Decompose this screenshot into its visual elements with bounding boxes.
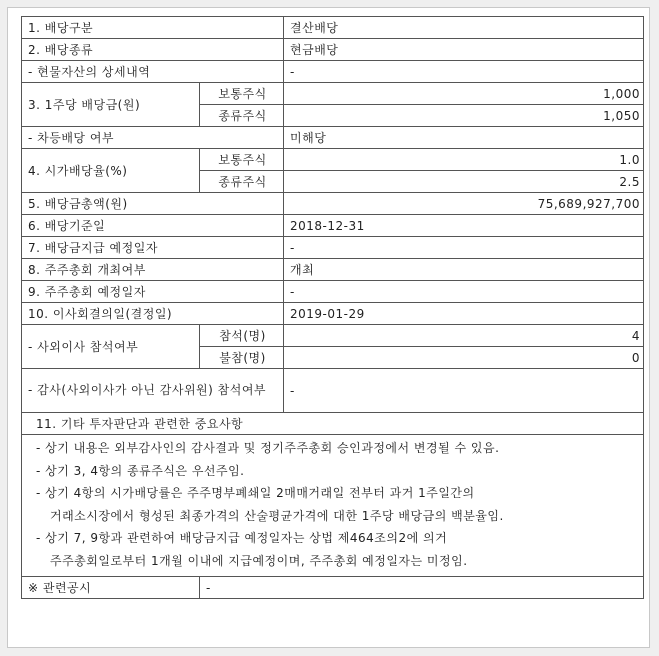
dividend-disclosure-table: [21, 16, 644, 599]
note-line: - 상기 4항의 시가배당률은 주주명부폐쇄일 2매매거래일 전부터 과거 1주일간의: [36, 486, 475, 500]
row-label: 8. 주주총회 개최여부: [22, 259, 284, 281]
note-line: 거래소시장에서 형성된 최종가격의 산술평균가격에 대한 1주당 배당금의 백분율임.: [50, 508, 504, 523]
row-label: 10. 이사회결의일(결정일): [22, 303, 284, 325]
row-value: 75,689,927,700: [284, 193, 644, 215]
sub-label: 종류주식: [200, 105, 284, 127]
row-label: 1. 배당구분: [22, 17, 284, 39]
row-value: 미해당: [284, 127, 644, 149]
document-frame: [7, 7, 650, 648]
row-label: - 차등배당 여부: [22, 127, 284, 149]
row-value: 1.0: [284, 149, 644, 171]
note-line: - 상기 3, 4항의 종류주식은 우선주임.: [36, 463, 245, 478]
row-label: ※ 관련공시: [22, 577, 200, 599]
row-value: -: [200, 577, 644, 599]
row-value: 2018-12-31: [284, 215, 644, 237]
row-label: 4. 시가배당율(%): [22, 149, 200, 193]
row-label: - 현물자산의 상세내역: [22, 61, 284, 83]
notes-cell: [22, 435, 644, 577]
row-value: 1,050: [284, 105, 644, 127]
row-value: 결산배당: [284, 17, 644, 39]
row-in-kind-details: [22, 61, 644, 83]
row-payment-date: [22, 237, 644, 259]
row-board-resolution-date: [22, 303, 644, 325]
row-total-dividend: [22, 193, 644, 215]
row-record-date: [22, 215, 644, 237]
row-value: 현금배당: [284, 39, 644, 61]
row-label: - 사외이사 참석여부: [22, 325, 200, 369]
row-related-disclosure: [22, 577, 644, 599]
row-value: -: [284, 281, 644, 303]
row-auditor-attendance: [22, 369, 644, 413]
sub-label: 보통주식: [200, 149, 284, 171]
note-line: - 상기 7, 9항과 관련하여 배당금지급 예정일자는 상법 제464조의2에 의거: [36, 531, 448, 545]
row-label: 5. 배당금총액(원): [22, 193, 284, 215]
sub-label: 종류주식: [200, 171, 284, 193]
row-agm-date: [22, 281, 644, 303]
row-dividend-type: [22, 17, 644, 39]
row-value: -: [284, 61, 644, 83]
row-value: 0: [284, 347, 644, 369]
row-dividend-per-share-common: [22, 83, 644, 105]
row-label: 11. 기타 투자판단과 관련한 중요사항: [22, 413, 644, 435]
row-value: 개최: [284, 259, 644, 281]
row-label: 3. 1주당 배당금(원): [22, 83, 200, 127]
row-label: 6. 배당기준일: [22, 215, 284, 237]
sub-label: 불참(명): [200, 347, 284, 369]
row-value: 1,000: [284, 83, 644, 105]
row-differential-dividend: [22, 127, 644, 149]
row-value: -: [284, 237, 644, 259]
row-dividend-yield-common: [22, 149, 644, 171]
row-label: 9. 주주총회 예정일자: [22, 281, 284, 303]
row-value: -: [284, 369, 644, 413]
row-other-matters-notes: [22, 435, 644, 577]
row-value: 2.5: [284, 171, 644, 193]
sub-label: 참석(명): [200, 325, 284, 347]
sub-label: 보통주식: [200, 83, 284, 105]
row-outside-directors-present: [22, 325, 644, 347]
row-label: 7. 배당금지급 예정일자: [22, 237, 284, 259]
note-line: 주주총회일로부터 1개월 이내에 지급예정이며, 주주총회 예정일자는 미정임.: [50, 553, 468, 568]
row-value: 2019-01-29: [284, 303, 644, 325]
row-other-matters-header: [22, 413, 644, 435]
row-agm-held: [22, 259, 644, 281]
note-line: - 상기 내용은 외부감사인의 감사결과 및 정기주주총회 승인과정에서 변경될 수 있음.: [36, 441, 500, 455]
row-dividend-kind: [22, 39, 644, 61]
row-label: 2. 배당종류: [22, 39, 284, 61]
row-label: - 감사(사외이사가 아닌 감사위원) 참석여부: [22, 369, 284, 413]
row-value: 4: [284, 325, 644, 347]
